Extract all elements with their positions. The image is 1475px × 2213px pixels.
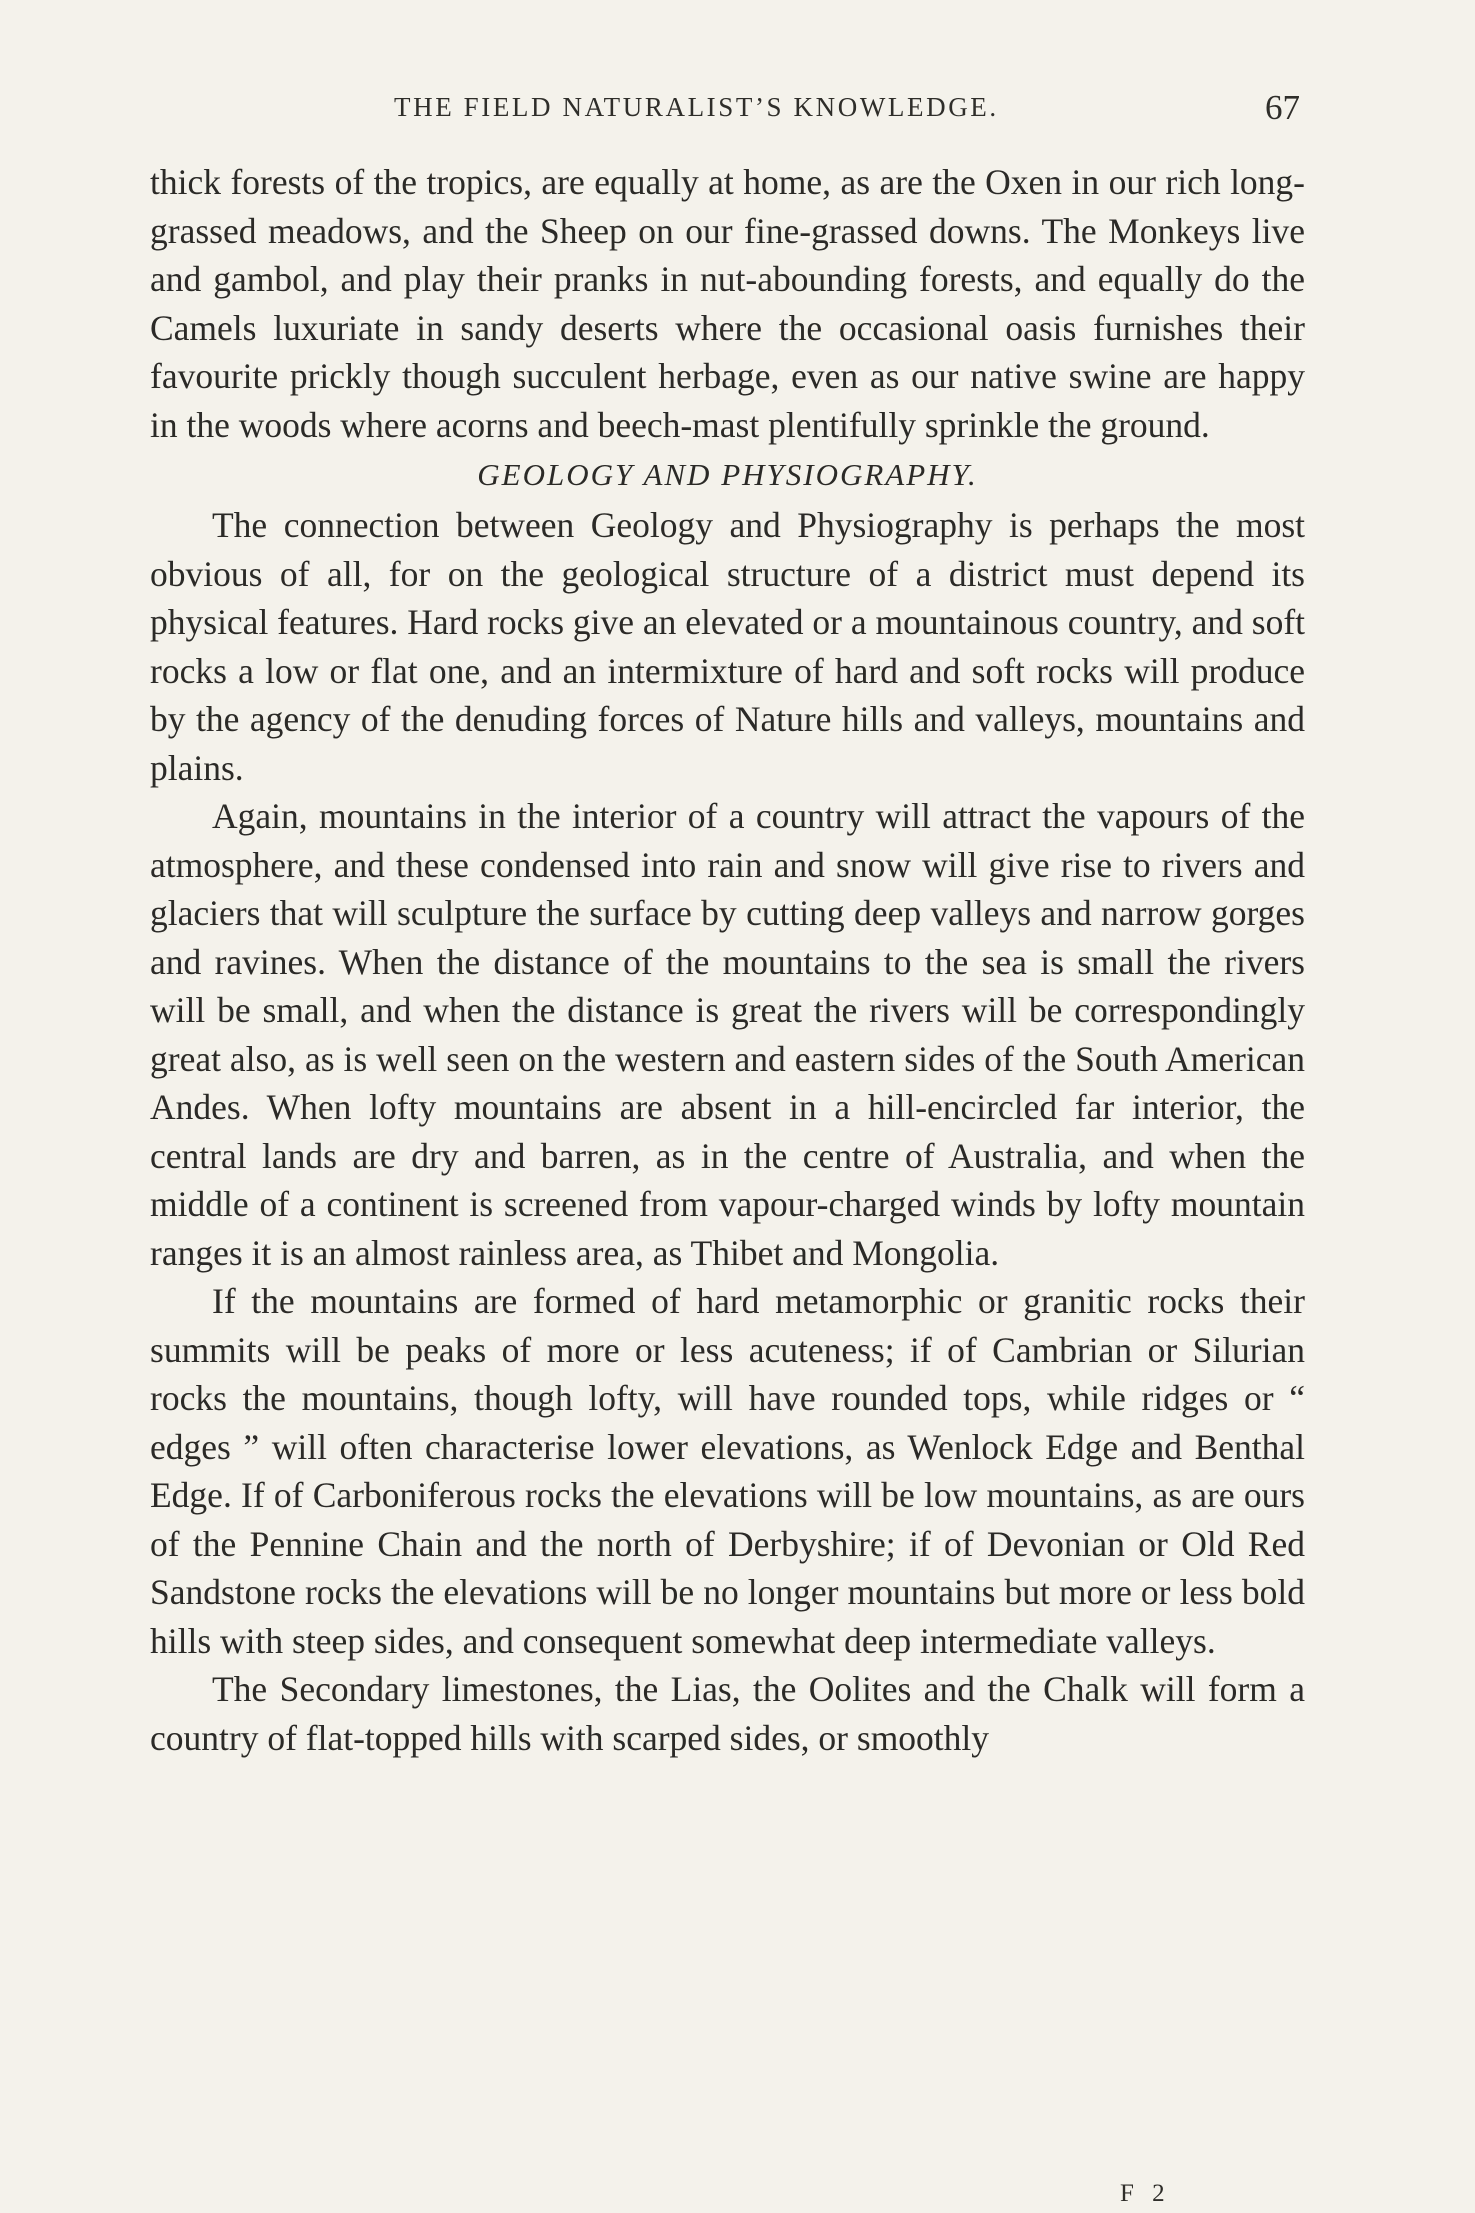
paragraph-1: thick forests of the tropics, are equally at home, as are the Oxen in our rich long-grassed meadows, and the Sheep on our fine-grassed downs. The Monkeys live and gambol, and play their pranks in nut-abounding forests, and equally do the Camels luxuriate in sandy deserts where the occasional oasis furnishes their favourite prickly though succulent herbage, even as our native swine are happy in the woods where acorns and beech-mast plentifully sprinkle the ground. [150,162,1305,445]
signature-mark: F 2 [1120,2180,1171,2207]
section-heading: GEOLOGY AND PHYSIOGRAPHY. [477,457,978,492]
paragraph-3: Again, mountains in the interior of a country will attract the vapours of the atmosphere, and these condensed into rain and snow will give rise to rivers and glaciers that will sculpture the surface by cutting deep valleys and narrow gorges and ravines. When the distance of the mountains to the sea is small the rivers will be small, and when the distance is great the rivers will be correspondingly great also, as is well seen on the western and eastern sides of the South American Andes. When lofty mountains are absent in a hill-encircled far interior, the central lands are dry and barren, as in the centre of Australia, and when the middle of a continent is screened from vapour-charged winds by lofty mountain ranges it is an almost rainless area, as Thibet and Mongolia. [150,796,1305,1273]
paragraph-4: If the mountains are formed of hard metamorphic or granitic rocks their summits will be peaks of more or less acuteness; if of Cambrian or Silurian rocks the mountains, though lofty, will have rounded tops, while ridges or “ edges ” will often characterise lower elevations, as Wenlock Edge and Benthal Edge. If of Carboniferous rocks the elevations will be low mountains, as are ours of the Pennine Chain and the north of Derbyshire; if of Devonian or Old Red Sandstone rocks the elevations will be no longer mountains but more or less bold hills with steep sides, and consequent somewhat deep intermediate valleys. [150,1281,1305,1661]
running-head [150,88,1300,128]
paragraph-5: The Secondary limestones, the Lias, the Oolites and the Chalk will form a country of flat-topped hills with scarped sides, or smoothly [150,1669,1305,1758]
page-number: 67 [1265,88,1300,127]
running-title: THE FIELD NATURALIST’S KNOWLEDGE. [394,92,999,122]
body-text [150,158,1305,1762]
paragraph-2: The connection between Geology and Physiography is perhaps the most obvious of all, for on the geological structure of a district must depend its physical features. Hard rocks give an elevated or a mountainous country, and soft rocks a low or flat one, and an intermixture of hard and soft rocks will produce by the agency of the denuding forces of Nature hills and valleys, mountains and plains. [150,505,1306,788]
